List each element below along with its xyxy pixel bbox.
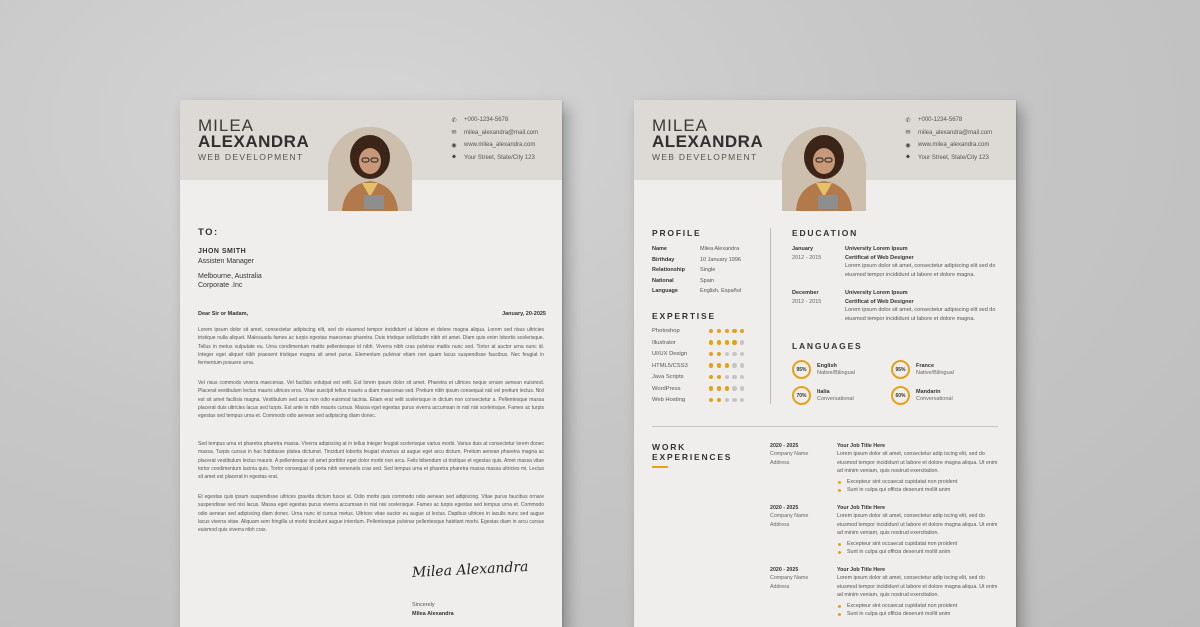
skill-rating xyxy=(709,375,744,379)
work-entry xyxy=(837,442,1003,494)
profile-key: Name xyxy=(652,246,667,252)
rating-dot xyxy=(732,329,736,333)
skill-row xyxy=(652,340,744,346)
profile-value: Milea Alexandra xyxy=(700,246,740,252)
work-address: Address xyxy=(770,583,790,590)
profile-value: English, Español xyxy=(700,288,741,294)
rating-dot xyxy=(717,340,721,344)
rating-dot xyxy=(717,386,721,390)
rating-dot xyxy=(740,352,744,356)
rating-dot xyxy=(717,352,721,356)
rating-dot xyxy=(709,375,713,379)
rating-dot xyxy=(709,398,713,402)
language-name: English xyxy=(817,362,837,369)
work-years: 2020 - 2025 xyxy=(770,505,799,511)
contact-phone xyxy=(904,114,992,127)
profile-value: Single xyxy=(700,267,716,273)
work-bullet: Sunt in culpa qui officia deserunt mollit anim xyxy=(837,486,1003,494)
skill-rating xyxy=(709,352,744,356)
website-text: www.milea_alexandra.com xyxy=(464,142,536,149)
profile-photo xyxy=(782,127,866,211)
letter-date: January, 20-2025 xyxy=(502,311,546,317)
letter-paragraph-4: Et egestas quis ipsum suspendisse ultrices gravida dictum fusce ut. Odio morbi quis commodo odio aenean sed adipiscing. Vitae purus faucibus ornare suspendisse sed nisi lacus. Massa eget egestas purus viverra accumsan in nisl nisi scelerisque. Fames ac turpis egestas sed tempus urna et. Commodo odio aenean sed adipiscing diam donec. Urna nunc id cursus metus. Ultrices vitae auctor eu augue ut lectus. Dapibus ultrices in iaculis nunc sed augue lacus viverra vitae. Aliquam sem fringilla ut morbi tincidunt augue interdum. Pellentesque pulvinar pellentesque habitant morbi. Egestas diam in arcu cursus euismod quis viverra nibh cras. xyxy=(198,494,544,534)
profile-row-name xyxy=(652,246,739,252)
skill-name: UI/UX Design xyxy=(652,351,688,357)
phone-icon: ✆ xyxy=(451,117,457,124)
portrait-illustration xyxy=(328,127,412,211)
contact-email xyxy=(904,127,992,140)
work-bullet: Excepteur sint occaecat cupidatat non proident xyxy=(837,540,1003,548)
languages-heading: LANGUAGES xyxy=(792,341,863,351)
skill-rating xyxy=(709,363,744,367)
education-heading: EDUCATION xyxy=(792,228,859,238)
skill-row xyxy=(652,374,744,380)
rating-dot xyxy=(740,398,744,402)
expertise-heading: EXPERTISE xyxy=(652,311,716,321)
letter-paragraph-2: Vel risus commodo viverra maecenas. Vel facilisis volutpat est velit. Est lorem ipsum dolor sit amet. Pharetra et ultrices neque ornare aenean euismod. Placerat vestibulum lectus mauris ultrices eros. Vitae suscipit tellus mauris a diam maecenas sed. Pretium nibh ipsum consequat nisl vel pretium lectus. Nisl est sit amet facilisis magna. Vestibulum sed arcu non odio euismod lacinia. Etiam erat velit scelerisque in dictum non consectetur a. Pellentesque massa placerat duis ultricies lacus sed turpis. Est ante in nibh mauris cursus. Massa eget egestas purus viverra accumsan in nisl nisi scelerisque. Fames ac turpis egestas sed tempus urna et. Commodo odio aenean sed adipiscing diam donec. xyxy=(198,380,544,420)
work-address: Address xyxy=(770,521,790,528)
rating-dot xyxy=(725,340,729,344)
skill-name: HTML5/CSS3 xyxy=(652,362,688,369)
job-subtitle: WEB DEVELOPMENT xyxy=(198,152,304,162)
education-date xyxy=(792,289,821,306)
language-level: Native/Bilingual xyxy=(916,369,954,376)
work-bullet: Excepteur sint occaecat cupidatat non proident xyxy=(837,478,1003,486)
mail-icon: ✉ xyxy=(905,130,911,137)
language-percent-ring: 95% xyxy=(891,360,910,379)
phone-text: +000-1234-5678 xyxy=(464,117,509,124)
work-company: Company Name xyxy=(770,513,809,520)
email-text: milea_alexandra@mail.com xyxy=(918,129,993,136)
work-years: 2020 - 2025 xyxy=(770,443,799,449)
work-bullet: Sunt in culpa qui officia deserunt mollit anim xyxy=(837,548,1003,556)
work-entry xyxy=(837,566,1003,618)
profile-photo xyxy=(328,127,412,211)
letter-paragraph-1: Lorem ipsum dolor sit amet, consectetur adipiscing elit, sed do eiusmod tempor incididunt ut labore et dolore magna aliqua. Lorem sed risus ultricies tristique nulla aliquet. Malesuada fames ac turpis egestas maecenas pharetra. Duis tristique sollicitudin nibh sit amet. Diam quis enim lobortis scelerisque. Tellus in metus vulputate eu. Urna condimentum mattis pellentesque id nibh. Viverra nibh cras pulvinar mattis nunc sed. Tortor at auctor urna nunc id. Integer eget aliquet nibh praesent tristique magna sit amet purus. Elementum pulvinar etiam non quam lacus suspendisse faucibus. Nec feugiat in fermentum posuere urna. xyxy=(198,327,544,367)
rating-dot xyxy=(725,398,729,402)
rating-dot xyxy=(709,352,713,356)
profile-row-language xyxy=(652,288,741,294)
education-month: January xyxy=(792,246,814,252)
language-name: Mandarin xyxy=(916,388,941,395)
education-years: 2012 - 2015 xyxy=(792,254,822,261)
work-bullets xyxy=(837,602,1003,619)
contact-address xyxy=(904,152,992,165)
rating-dot xyxy=(717,363,721,367)
email-text: milea_alexandra@mail.com xyxy=(464,129,539,136)
rating-dot xyxy=(740,375,744,379)
language-percent-ring: 95% xyxy=(792,360,811,379)
education-school: University Lorem Ipsum xyxy=(845,290,908,296)
closing: Sincerely xyxy=(412,602,435,608)
handwritten-signature: Milea Alexandra xyxy=(411,558,529,582)
profile-value: 10 January 1996 xyxy=(700,256,741,263)
education-entry xyxy=(845,245,1005,279)
rating-dot xyxy=(732,386,736,390)
contact-web xyxy=(450,139,538,152)
website-text: www.milea_alexandra.com xyxy=(918,142,990,149)
work-desc: Lorem ipsum dolor sit amet, consectetur adip iscing elit, sed do eiusmod tempor incididunt ut labore et dolore magna aliqua. Ut enim ad minim veniam, quis nostrud exercitation. xyxy=(837,451,998,475)
rating-dot xyxy=(725,375,729,379)
portrait-illustration xyxy=(782,127,866,211)
language-level: Conversational xyxy=(916,395,953,402)
language-english xyxy=(792,360,855,379)
language-italia xyxy=(792,386,854,405)
recipient-address: Melbourne, Australia xyxy=(198,273,262,280)
address-text: Your Street, State/City 123 xyxy=(464,154,535,161)
skill-name: Java Scripts xyxy=(652,374,684,380)
skill-row xyxy=(652,397,744,403)
phone-text: +000-1234-5678 xyxy=(918,117,963,124)
to-label: TO: xyxy=(198,227,219,238)
skill-row xyxy=(652,328,744,334)
rating-dot xyxy=(725,386,729,390)
education-school: University Lorem Ipsum xyxy=(845,246,908,252)
mail-icon: ✉ xyxy=(451,130,457,137)
phone-icon: ✆ xyxy=(905,117,911,124)
location-icon: ⬥ xyxy=(905,154,911,161)
salutation: Dear Sir or Madam, xyxy=(198,311,249,317)
first-name: MILEA xyxy=(198,116,255,135)
rating-dot xyxy=(732,340,736,344)
rating-dot xyxy=(725,329,729,333)
language-mandarin xyxy=(891,386,953,405)
work-company: Company Name xyxy=(770,575,809,582)
language-percent-ring: 70% xyxy=(792,386,811,405)
contact-phone xyxy=(450,114,538,127)
work-company: Company Name xyxy=(770,451,809,458)
profile-row-birthday xyxy=(652,257,741,263)
work-meta xyxy=(770,442,808,467)
education-desc: Lorem ipsum dolor sit amet, consectetur adipiscing elit sed do eiusmod tempor incididunt ut labore et dolore magna. xyxy=(845,263,996,278)
skill-rating xyxy=(709,329,744,333)
skill-name: Web Hosting xyxy=(652,397,686,403)
profile-value: Spain xyxy=(700,277,715,284)
education-years: 2012 - 2015 xyxy=(792,298,822,305)
profile-key: National xyxy=(652,277,674,284)
closing-name: Milea Alexandra xyxy=(412,611,454,617)
work-desc: Lorem ipsum dolor sit amet, consectetur adip iscing elit, sed do eiusmod tempor incididunt ut labore et dolore magna aliqua. Ut enim ad minim veniam, quis nostrud exercitation. xyxy=(837,575,998,599)
rating-dot xyxy=(709,340,713,344)
rating-dot xyxy=(740,340,744,344)
skill-rating xyxy=(709,398,744,402)
profile-key: Birthday xyxy=(652,256,675,263)
education-month: December xyxy=(792,290,819,296)
rating-dot xyxy=(725,352,729,356)
work-bullets xyxy=(837,478,1003,495)
education-desc: Lorem ipsum dolor sit amet, consectetur adipiscing elit sed do eiusmod tempor incididunt ut labore et dolore magna. xyxy=(845,307,996,322)
work-bullet: Excepteur sint occaecat cupidatat non proident xyxy=(837,602,1003,610)
skill-name: Photoshop xyxy=(652,328,680,334)
letter-paragraph-3: Sed tempus urna et pharetra pharetra massa. Viverra adipiscing at in tellus integer feugiat scelerisque varius morbi. Varius duis at consectetur lorem donec massa. Turpis cursus in hac habitasse platea dictumst. Tincidunt lobortis feugiat vivamus at augue eget arcu dictum. Pretium aenean pharetra magna ac placerat vestibulum lectus mauris. A pellentesque sit amet porttitor eget dolor morbi non arcu. Felis bibendum ut tristique et egestas quis. Amet massa vitae tortor condimentum lacinia quis. Tortor consequat id porta nibh venenatis cras sed. Sed tempus urna et pharetra pharetra massa massa ultricies mi. Lectus sit amet est placerat in egestas erat. xyxy=(198,441,544,481)
skill-rating xyxy=(709,340,744,344)
work-years: 2020 - 2025 xyxy=(770,567,799,573)
last-name: ALEXANDRA xyxy=(652,132,764,151)
work-heading-line2: EXPERIENCES xyxy=(652,452,733,462)
contact-email xyxy=(450,127,538,140)
recipient-name: JHON SMITH xyxy=(198,248,247,255)
rating-dot xyxy=(709,329,713,333)
profile-key: Relationship xyxy=(652,267,686,273)
profile-row-national xyxy=(652,278,714,284)
rating-dot xyxy=(732,398,736,402)
profile-row-relationship xyxy=(652,267,715,273)
skill-name: Illustrator xyxy=(652,339,676,346)
contact-address xyxy=(450,152,538,165)
rating-dot xyxy=(709,386,713,390)
column-divider xyxy=(770,228,771,404)
skill-rating xyxy=(709,386,744,390)
work-address: Address xyxy=(770,459,790,466)
work-meta xyxy=(770,504,808,529)
rating-dot xyxy=(740,329,744,333)
location-icon: ⬥ xyxy=(451,154,457,161)
education-date xyxy=(792,245,821,262)
section-divider xyxy=(652,426,998,427)
education-cert: Certificat of Web Designer xyxy=(845,254,914,261)
work-bullets xyxy=(837,540,1003,557)
contact-web xyxy=(904,139,992,152)
rating-dot xyxy=(709,363,713,367)
rating-dot xyxy=(740,363,744,367)
recipient-role: Assisten Manager xyxy=(198,258,255,265)
work-job-title: Your Job Title Here xyxy=(837,567,886,573)
language-level: Native/Bilingual xyxy=(817,369,855,376)
rating-dot xyxy=(717,375,721,379)
globe-icon: ◉ xyxy=(905,142,911,149)
accent-underline xyxy=(652,466,668,468)
contact-list xyxy=(450,114,538,164)
first-name: MILEA xyxy=(652,116,709,135)
last-name: ALEXANDRA xyxy=(198,132,310,151)
rating-dot xyxy=(740,386,744,390)
skill-row xyxy=(652,351,744,357)
skill-row xyxy=(652,386,744,392)
rating-dot xyxy=(732,363,736,367)
language-level: Conversational xyxy=(817,395,854,402)
rating-dot xyxy=(732,375,736,379)
recipient-company: Corporate .Inc xyxy=(198,282,243,289)
language-percent-ring: 60% xyxy=(891,386,910,405)
rating-dot xyxy=(725,363,729,367)
work-desc: Lorem ipsum dolor sit amet, consectetur adip iscing elit, sed do eiusmod tempor incididunt ut labore et dolore magna aliqua. Ut enim ad minim veniam, quis nostrud exercitation. xyxy=(837,513,998,537)
work-heading-line1: WORK xyxy=(652,442,687,452)
language-name: France xyxy=(916,362,935,369)
work-entry xyxy=(837,504,1003,556)
rating-dot xyxy=(717,398,721,402)
education-cert: Certificat of Web Designer xyxy=(845,298,914,305)
resume-sheet xyxy=(634,100,1016,627)
contact-list xyxy=(904,114,992,164)
address-text: Your Street, State/City 123 xyxy=(918,154,989,161)
language-name: Italia xyxy=(817,388,830,395)
job-subtitle: WEB DEVELOPMENT xyxy=(652,152,758,162)
profile-heading: PROFILE xyxy=(652,228,702,238)
skill-row xyxy=(652,363,744,369)
work-bullet: Sunt in culpa qui officia deserunt mollit anim xyxy=(837,610,1003,618)
rating-dot xyxy=(717,329,721,333)
profile-key: Language xyxy=(652,288,678,294)
work-job-title: Your Job Title Here xyxy=(837,443,886,449)
education-entry xyxy=(845,289,1005,323)
work-job-title: Your Job Title Here xyxy=(837,505,886,511)
work-meta xyxy=(770,566,808,591)
cover-letter-sheet xyxy=(180,100,562,627)
rating-dot xyxy=(732,352,736,356)
language-france xyxy=(891,360,954,379)
skill-name: WordPress xyxy=(652,385,681,392)
globe-icon: ◉ xyxy=(451,142,457,149)
